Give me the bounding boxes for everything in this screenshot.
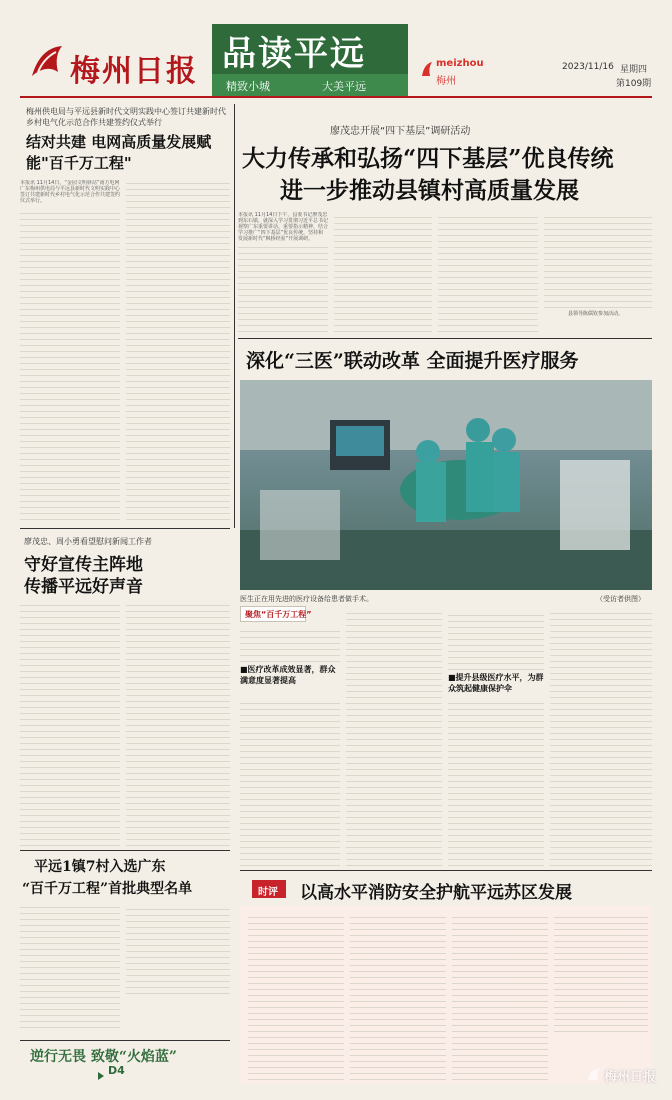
column-divider bbox=[234, 104, 235, 528]
medical-body-block bbox=[240, 626, 340, 662]
watermark-text: 梅州日报 bbox=[604, 1070, 657, 1085]
watermark-logo-icon bbox=[586, 1066, 602, 1082]
commentary-body-block bbox=[452, 912, 548, 1080]
medical-headline: 深化“三医”联动改革 全面提升医疗服务 bbox=[246, 350, 579, 372]
section-rule bbox=[20, 528, 230, 529]
left-mid-kicker: 廖茂忠、周小勇看望慰问新闻工作者 bbox=[24, 537, 152, 546]
left-mid-body-block bbox=[126, 600, 230, 846]
logo-en: meizhou bbox=[436, 58, 484, 69]
section-rule bbox=[240, 870, 652, 871]
medical-body-block bbox=[448, 610, 544, 670]
left-article bbox=[20, 104, 230, 524]
medical-body-block bbox=[550, 610, 652, 866]
left-bottom-headline-1: 平远1镇7村入选广东 bbox=[34, 859, 166, 875]
section-sub-bar bbox=[212, 74, 408, 96]
top-body: 本报讯 11月14日下午，县委书记廖茂忠到东石镇，就深入学习贯彻习近平总书记视察广东重要讲话、重要指示精神，结合学习推广“四下基层”优良传统，坚持和发展新时代“枫桥经验”开展调研。 bbox=[238, 212, 328, 242]
section-banner bbox=[212, 24, 408, 96]
paper-name: 梅州日报 bbox=[70, 54, 198, 89]
page-number: D4 bbox=[108, 1064, 125, 1077]
medical-body-block bbox=[240, 702, 340, 866]
masthead-rule bbox=[20, 96, 652, 98]
medical-body-block bbox=[346, 610, 442, 866]
top-headline-1: 大力传承和弘扬“四下基层”优良传统 bbox=[242, 145, 614, 172]
photo-caption: 医生正在用先进的医疗设备给患者做手术。 bbox=[240, 595, 373, 603]
section-sub-right: 大美平远 bbox=[322, 80, 366, 93]
top-byline: 县领导陈儒钦参加活动。 bbox=[568, 311, 624, 317]
commentary-body-block bbox=[554, 912, 648, 1032]
top-body-block bbox=[544, 212, 652, 308]
section-rule bbox=[20, 850, 230, 851]
left-headline: 结对共建 电网高质量发展赋能"百千万工程" bbox=[26, 133, 212, 172]
top-body-block bbox=[334, 212, 432, 332]
left-bottom-headline-2: “百千万工程”首批典型名单 bbox=[22, 881, 193, 897]
left-mid-body-block bbox=[20, 600, 120, 846]
top-body-block bbox=[238, 244, 328, 332]
medical-subhead-2: ■提升县级医疗水平，为群众筑起健康保护伞 bbox=[448, 673, 544, 693]
top-headline-2: 进一步推动县镇村高质量发展 bbox=[280, 177, 579, 204]
footer-rule bbox=[20, 1040, 230, 1041]
left-mid-headline-2: 传播平远好声音 bbox=[24, 577, 143, 597]
issue-date: 2023/11/16 bbox=[562, 62, 614, 72]
commentary-tag-label: 时评 bbox=[258, 887, 278, 898]
paper-logo-icon bbox=[28, 42, 68, 82]
medical-body-block bbox=[448, 698, 544, 866]
section-sub-left: 精致小城 bbox=[226, 80, 270, 93]
left-body: 本报讯 11月14日，“金园文明驿站”南方电网广东梅州供电局与平远县新时代文明实践中心签订共建新时代乡村电气化示范合作共建签约仪式举行。 bbox=[20, 180, 120, 204]
focus-tag bbox=[240, 606, 312, 622]
top-kicker: 廖茂忠开展“四下基层”调研活动 bbox=[330, 126, 471, 137]
medical-subhead-1: ■医疗改革成效显著，群众满意度显著提高 bbox=[240, 665, 336, 685]
left-bottom-body-block bbox=[20, 904, 120, 1028]
commentary-headline: 以高水平消防安全护航平远苏区发展 bbox=[300, 883, 572, 903]
logo-cn: 梅州 bbox=[436, 76, 456, 87]
footer-teaser: 逆行无畏 致敬“火焰蓝” bbox=[30, 1049, 177, 1065]
top-body-block bbox=[438, 212, 538, 332]
masthead bbox=[0, 0, 672, 100]
issue-weekday: 星期四 bbox=[620, 65, 648, 75]
section-rule bbox=[238, 338, 652, 339]
commentary-body-block bbox=[248, 912, 344, 1080]
issue-number: 第109期 bbox=[616, 79, 652, 89]
left-kicker: 梅州供电局与平远县新时代文明实践中心签订共建新时代乡村电气化示范合作共建签约仪式举行 bbox=[26, 107, 226, 127]
left-body-text-block bbox=[126, 180, 230, 520]
watermark bbox=[586, 1060, 658, 1090]
commentary-tag bbox=[252, 880, 286, 898]
focus-tag-label: 聚焦“百千万工程” bbox=[245, 610, 312, 619]
footer-arrow-icon bbox=[96, 1066, 106, 1076]
top-article bbox=[238, 104, 652, 336]
left-mid-headline-1: 守好宣传主阵地 bbox=[24, 555, 143, 575]
section-title: 品读平远 bbox=[222, 34, 366, 74]
meizhou-logo-icon bbox=[420, 60, 434, 78]
commentary-body-block bbox=[350, 912, 446, 1080]
medical-photo bbox=[240, 380, 652, 590]
left-body-text-block bbox=[20, 212, 120, 520]
left-bottom-body-block bbox=[126, 904, 230, 994]
photo-credit: （受访者供图） bbox=[596, 595, 645, 603]
